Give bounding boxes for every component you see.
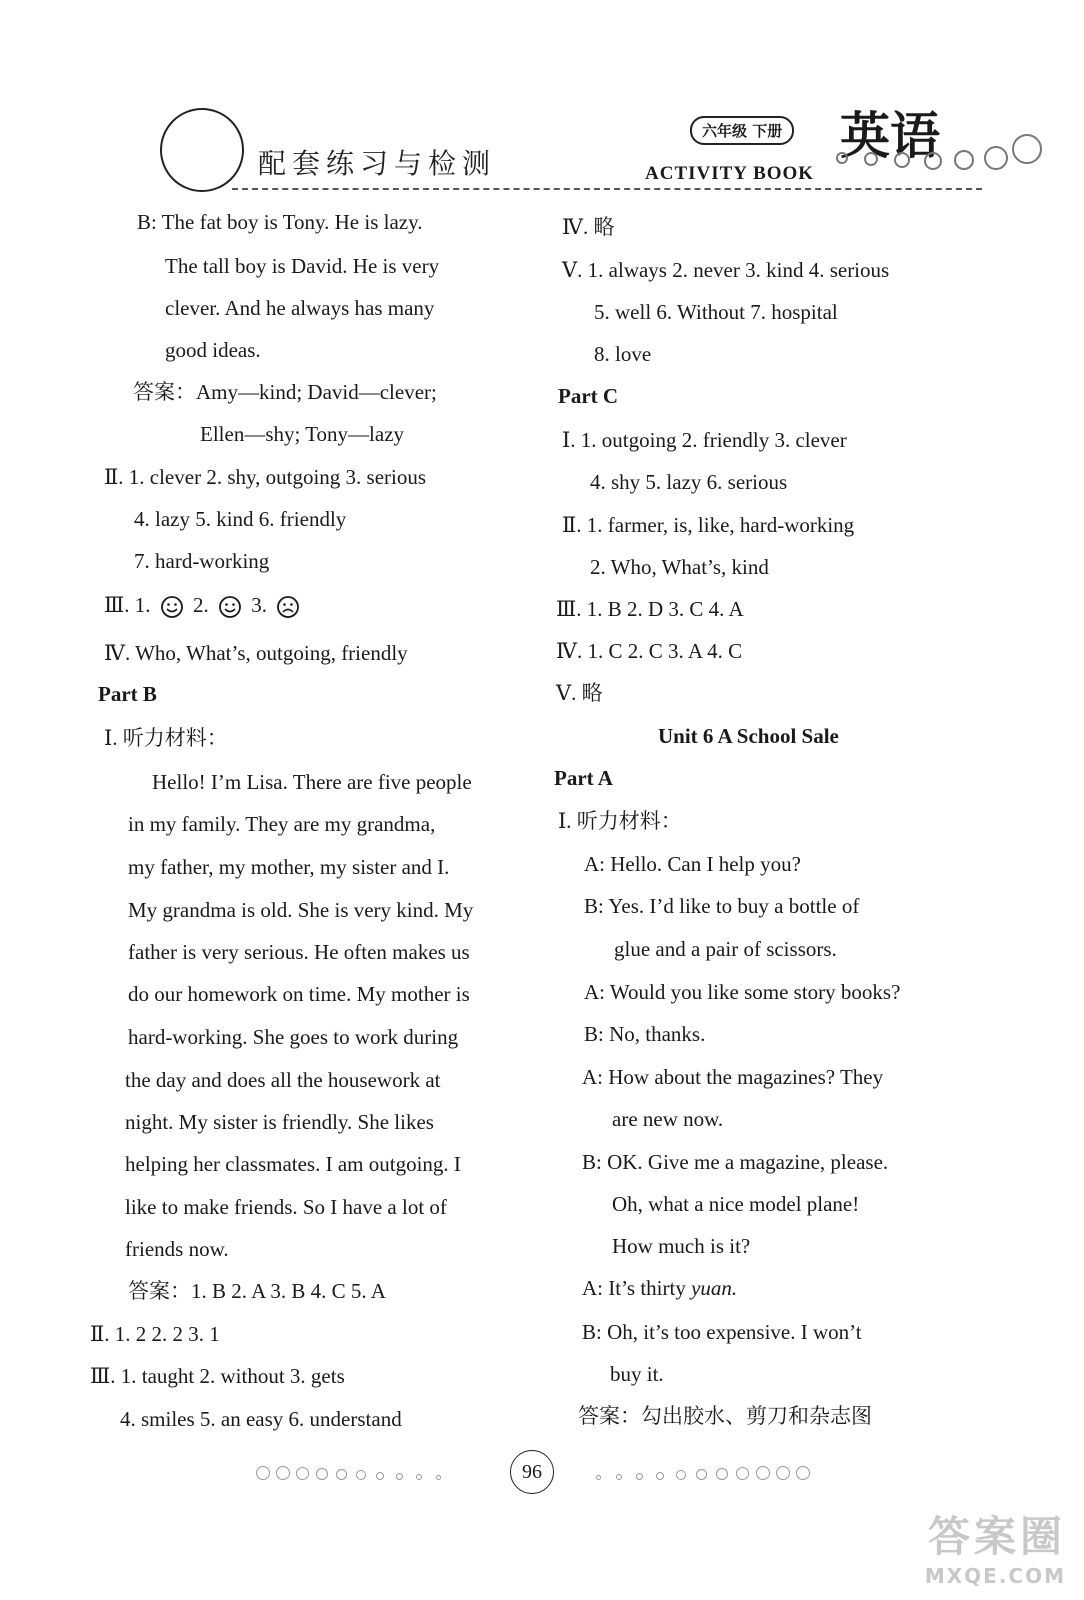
dialogue-text: A: It’s thirty bbox=[582, 1276, 686, 1300]
watermark-url: MXQE.COM bbox=[924, 1564, 1066, 1588]
exercise-line: 4. lazy 5. kind 6. friendly bbox=[134, 507, 347, 531]
passage-line: friends now. bbox=[125, 1237, 229, 1261]
exercise-line: Ⅱ. 1. 2 2. 2 3. 1 bbox=[90, 1322, 220, 1346]
passage-line: my father, my mother, my sister and I. bbox=[128, 855, 450, 879]
activity-book-label: ACTIVITY BOOK bbox=[645, 163, 815, 184]
exercise-line: 7. hard-working bbox=[134, 549, 270, 573]
series-title: 配套练习与检测 bbox=[258, 147, 497, 180]
passage-line: father is very serious. He often makes us bbox=[128, 940, 470, 964]
dialogue-line: B: Yes. I’d like to buy a bottle of bbox=[584, 894, 860, 918]
watermark bbox=[925, 1504, 1066, 1588]
exercise-line: 2. Who, What’s, kind bbox=[590, 555, 769, 579]
passage-line: the day and does all the housework at bbox=[125, 1068, 441, 1092]
exercise-line: 8. love bbox=[594, 342, 652, 366]
exercise-line: 5. well 6. Without 7. hospital bbox=[594, 300, 838, 324]
smiley-face-icon bbox=[218, 595, 242, 619]
header-dashed-rule bbox=[232, 188, 982, 190]
dialogue-line: How much is it? bbox=[612, 1234, 751, 1258]
subject-title: 英语 bbox=[840, 107, 940, 165]
text-line: The tall boy is David. He is very bbox=[165, 254, 440, 278]
header-circle-decoration bbox=[160, 108, 244, 192]
section-heading: Part B bbox=[98, 682, 157, 706]
exercise-line: Ⅴ. 1. always 2. never 3. kind 4. serious bbox=[562, 258, 890, 282]
passage-line: My grandma is old. She is very kind. My bbox=[128, 898, 474, 922]
exercise-line: Ⅲ. 1. B 2. D 3. C 4. A bbox=[556, 597, 744, 621]
exercise-line: Ⅳ. 1. C 2. C 3. A 4. C bbox=[556, 639, 743, 663]
exercise-line: 4. shy 5. lazy 6. serious bbox=[590, 470, 788, 494]
yuan-word: yuan. bbox=[691, 1276, 738, 1300]
passage-line: night. My sister is friendly. She likes bbox=[125, 1110, 434, 1134]
exercise-line: Ⅴ. 略 bbox=[556, 681, 603, 705]
exercise-line: Ⅰ. 听力材料： bbox=[104, 726, 228, 750]
exercise-line: Ⅰ. 听力材料： bbox=[558, 809, 682, 833]
grade-badge: 六年级 下册 bbox=[690, 116, 794, 145]
dialogue-line: B: No, thanks. bbox=[584, 1022, 706, 1046]
answer-line: Ellen—shy; Tony—lazy bbox=[200, 422, 405, 446]
dialogue-line: A: Would you like some story books? bbox=[584, 980, 901, 1004]
sad-face-icon bbox=[276, 595, 300, 619]
passage-line: do our homework on time. My mother is bbox=[128, 982, 470, 1006]
text-line: B: The fat boy is Tony. He is lazy. bbox=[137, 210, 423, 234]
dialogue-line: B: OK. Give me a magazine, please. bbox=[582, 1150, 889, 1174]
exercise-line: Ⅰ. 1. outgoing 2. friendly 3. clever bbox=[562, 428, 847, 452]
exercise-line: Ⅱ. 1. farmer, is, like, hard-working bbox=[562, 513, 855, 537]
watermark-text: 答案圈 bbox=[927, 1512, 1066, 1561]
smiley-face-icon bbox=[160, 595, 184, 619]
dialogue-line: B: Oh, it’s too expensive. I won’t bbox=[582, 1320, 862, 1344]
exercise-line: Ⅳ. Who, What’s, outgoing, friendly bbox=[104, 641, 408, 665]
section-heading: Part C bbox=[558, 384, 619, 408]
unit-heading: Unit 6 A School Sale bbox=[658, 724, 839, 748]
dialogue-line: glue and a pair of scissors. bbox=[614, 937, 837, 961]
text-line: good ideas. bbox=[165, 338, 261, 362]
passage-line: helping her classmates. I am outgoing. I bbox=[125, 1152, 461, 1176]
answer-line: 答案：Amy—kind; David—clever; bbox=[133, 380, 437, 404]
text-line: clever. And he always has many bbox=[165, 296, 435, 320]
exercise-line: Ⅱ. 1. clever 2. shy, outgoing 3. serious bbox=[104, 465, 427, 489]
dialogue-line: buy it. bbox=[610, 1362, 664, 1386]
dialogue-line bbox=[582, 1274, 737, 1302]
exercise-line: 4. smiles 5. an easy 6. understand bbox=[120, 1407, 402, 1431]
dialogue-line: are new now. bbox=[612, 1107, 724, 1131]
faces-num-2: 2. bbox=[193, 593, 209, 617]
passage-line: like to make friends. So I have a lot of bbox=[125, 1195, 447, 1219]
exercise-line: Ⅳ. 略 bbox=[562, 215, 615, 239]
passage-line: Hello! I’m Lisa. There are five people bbox=[152, 770, 472, 794]
dialogue-line: A: How about the magazines? They bbox=[582, 1065, 884, 1089]
answer-line: 答案：勾出胶水、剪刀和杂志图 bbox=[578, 1404, 872, 1428]
exercise-line: Ⅲ. 1. taught 2. without 3. gets bbox=[90, 1364, 345, 1388]
faces-label: Ⅲ. 1. bbox=[104, 593, 151, 617]
faces-answer-line bbox=[104, 591, 304, 619]
answer-line: 答案：1. B 2. A 3. B 4. C 5. A bbox=[128, 1279, 386, 1303]
page-number: 96 bbox=[510, 1450, 554, 1494]
dialogue-line: A: Hello. Can I help you? bbox=[584, 852, 801, 876]
section-heading: Part A bbox=[554, 766, 613, 790]
dialogue-line: Oh, what a nice model plane! bbox=[612, 1192, 860, 1216]
passage-line: in my family. They are my grandma, bbox=[128, 812, 436, 836]
passage-line: hard-working. She goes to work during bbox=[128, 1025, 459, 1049]
faces-num-3: 3. bbox=[251, 593, 268, 617]
